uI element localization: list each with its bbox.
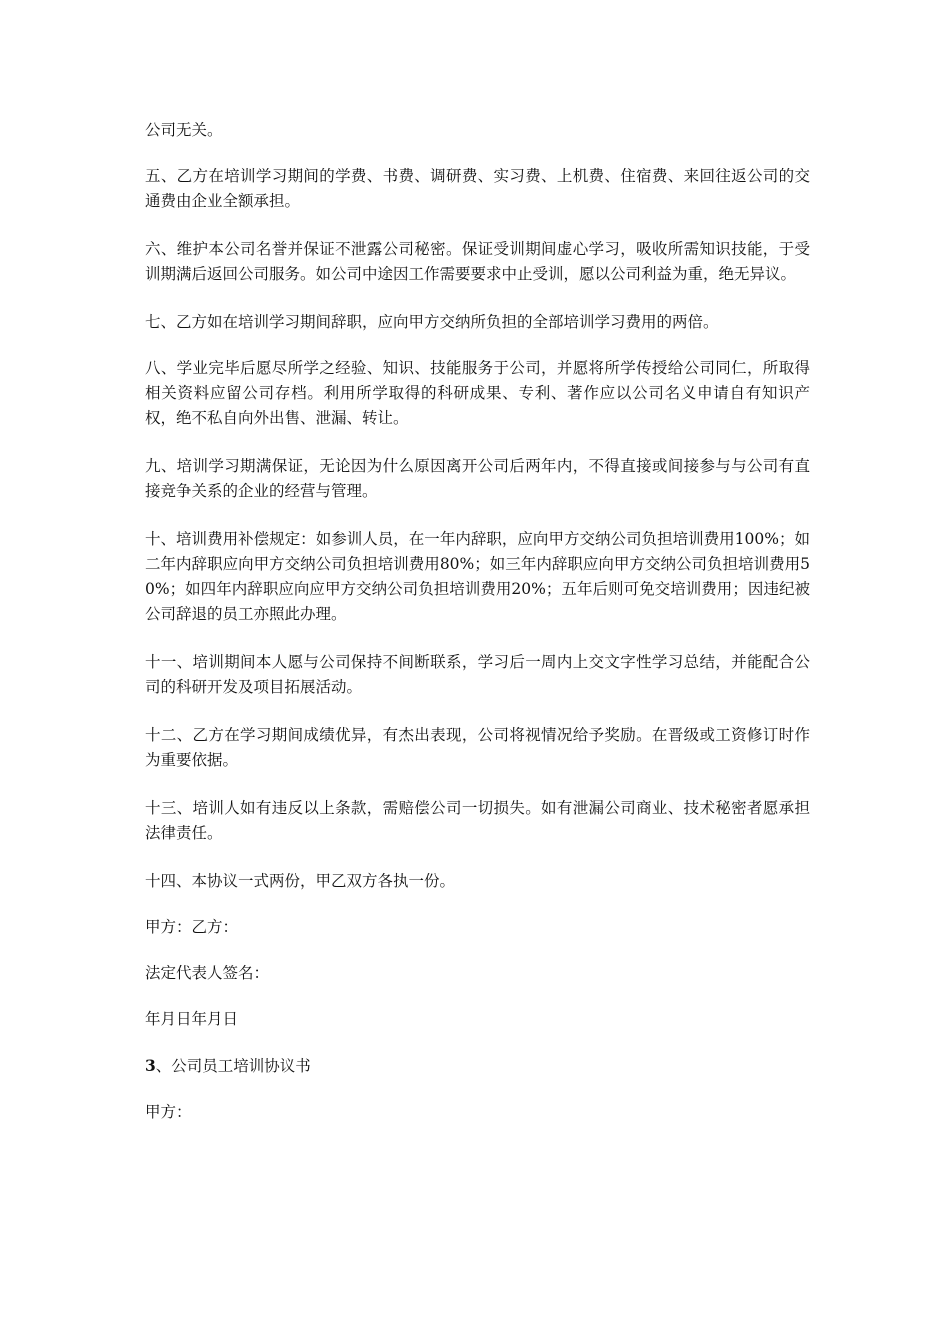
party-a-label: 甲方： (145, 1103, 192, 1121)
clause-6: 六、维护本公司名誉并保证不泄露公司秘密。保证受训期间虚心学习，吸收所需知识技能，于受训期满后返回公司服务。如公司中途因工作需要要求中止受训，愿以公司利益为重，绝无异议。 (145, 240, 810, 283)
clause-13: 十三、培训人如有违反以上条款，需赔偿公司一切损失。如有泄漏公司商业、技术秘密者愿承担法律责任。 (145, 799, 810, 842)
clause-7: 七、乙方如在培训学习期间辞职，应向甲方交纳所负担的全部培训学习费用的两倍。 (145, 313, 719, 331)
document-page (145, 118, 810, 1146)
party-signature-line: 甲方：乙方： (145, 918, 239, 936)
section-heading (145, 1053, 810, 1079)
clause-10: 十、培训费用补偿规定：如参训人员，在一年内辞职，应向甲方交纳公司负担培训费用100%；如二年内辞职应向甲方交纳公司负担培训费用80%；如三年内辞职应向甲方交纳公司负担培训费用50%；如四年内辞职应向应甲方交纳公司负担培训费用20%；五年后则可免交培训费用；因违纪被公司辞退的员工亦照此办理。 (145, 530, 810, 623)
clause-9: 九、培训学习期满保证，无论因为什么原因离开公司后两年内，不得直接或间接参与与公司有直接竞争关系的企业的经营与管理。 (145, 457, 810, 500)
legal-representative-signature: 法定代表人签名： (145, 964, 270, 982)
clause-12: 十二、乙方在学习期间成绩优异，有杰出表现，公司将视情况给予奖励。在晋级或工资修订时作为重要依据。 (145, 726, 810, 769)
clause-5: 五、乙方在培训学习期间的学费、书费、调研费、实习费、上机费、住宿费、来回往返公司的交通费由企业全额承担。 (145, 167, 810, 210)
clause-14: 十四、本协议一式两份，甲乙双方各执一份。 (145, 872, 456, 890)
clause-8: 八、学业完毕后愿尽所学之经验、知识、技能服务于公司，并愿将所学传授给公司同仁，所取得相关资料应留公司存档。利用所学取得的科研成果、专利、著作应以公司名义申请自有知识产权，绝不私自向外出售、泄漏、转让。 (145, 359, 810, 427)
clause-11: 十一、培训期间本人愿与公司保持不间断联系，学习后一周内上交文字性学习总结，并能配合公司的科研开发及项目拓展活动。 (145, 653, 810, 696)
date-line: 年月日年月日 (145, 1010, 239, 1028)
section-number: 3 (145, 1056, 156, 1075)
section-title: 、公司员工培训协议书 (155, 1057, 311, 1075)
paragraph-continuation: 公司无关。 (145, 121, 223, 139)
